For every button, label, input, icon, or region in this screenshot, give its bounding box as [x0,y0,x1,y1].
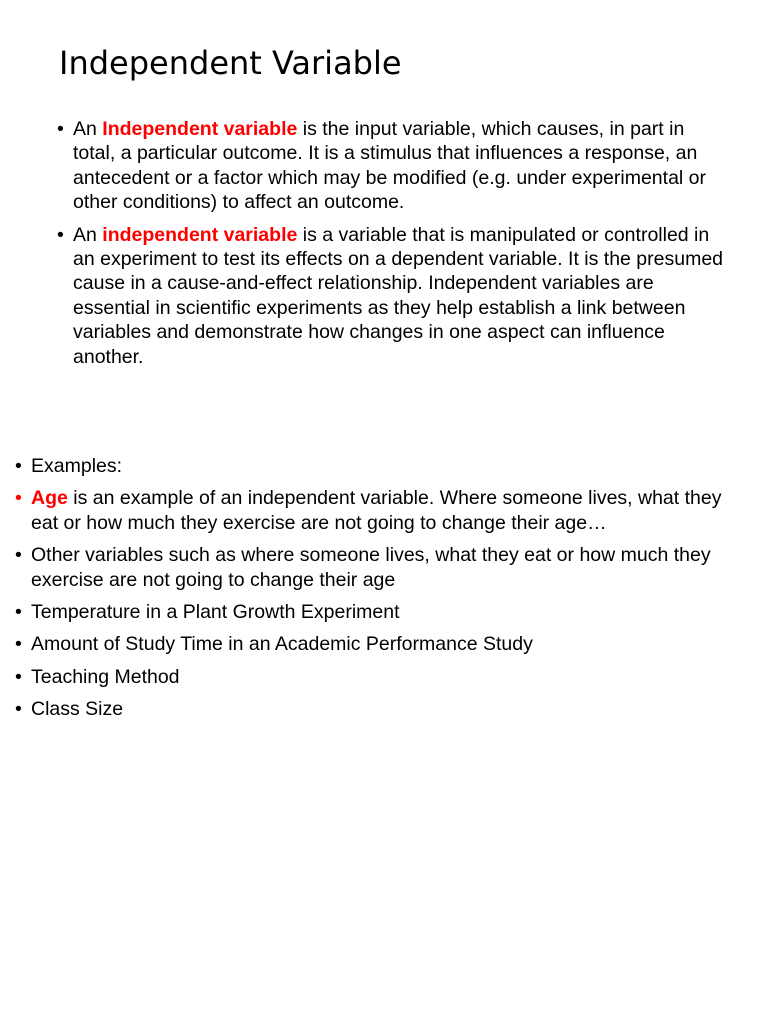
highlighted-term: Age [31,487,68,510]
example-item [15,632,731,656]
examples-heading-text: Examples: [31,455,123,477]
example-text: is an example of an independent variable. Where someone lives, what they eat or how much they exercise are not going to change their age… [31,487,722,534]
example-item [15,665,731,689]
example-text: Other variables such as where someone lives, what they eat or how much they exercise are not going to change their age [31,544,711,591]
example-text: Class Size [31,698,124,721]
bullet-point: • [15,544,22,567]
example-text: Temperature in a Plant Growth Experiment [31,601,400,624]
bullet-point: • [15,487,22,510]
definition-item [57,223,729,369]
bullet-point: • [15,633,22,656]
example-item [15,543,731,592]
example-item-age [15,486,731,535]
slide-title: Independent Variable [59,44,402,82]
highlighted-term: Independent variable [102,118,298,140]
bullet-point: • [15,665,22,688]
example-item [15,600,731,624]
bullet-point: • [57,223,64,246]
examples-heading [15,454,731,478]
definition-text: is the input variable, which causes, in part in total, a particular outcome. It is a stimulus that influences a response, an antecedent or a factor which may be modified (e.g. under experimental or other conditions) to affect an outcome. [73,118,707,214]
example-text: Amount of Study Time in an Academic Performance Study [31,633,533,656]
definition-item [57,117,729,215]
examples-list [15,454,731,730]
definition-list [57,117,729,369]
bullet-point: • [57,118,64,140]
definition-prefix: An [73,223,103,246]
bullet-point: • [15,455,22,477]
example-item [15,697,731,721]
definition-text: is a variable that is manipulated or controlled in an experiment to test its effects on a dependent variable. It is the presumed cause in a cause-and-effect relationship. Independent variables are essential in scientific experiments as they help establish a link between variables and demonstrate how changes in one aspect can influence another. [73,223,724,368]
bullet-point: • [15,698,22,721]
example-text: Teaching Method [31,665,180,688]
highlighted-term: independent variable [102,223,298,246]
bullet-point: • [15,601,22,624]
definition-prefix: An [73,118,103,140]
